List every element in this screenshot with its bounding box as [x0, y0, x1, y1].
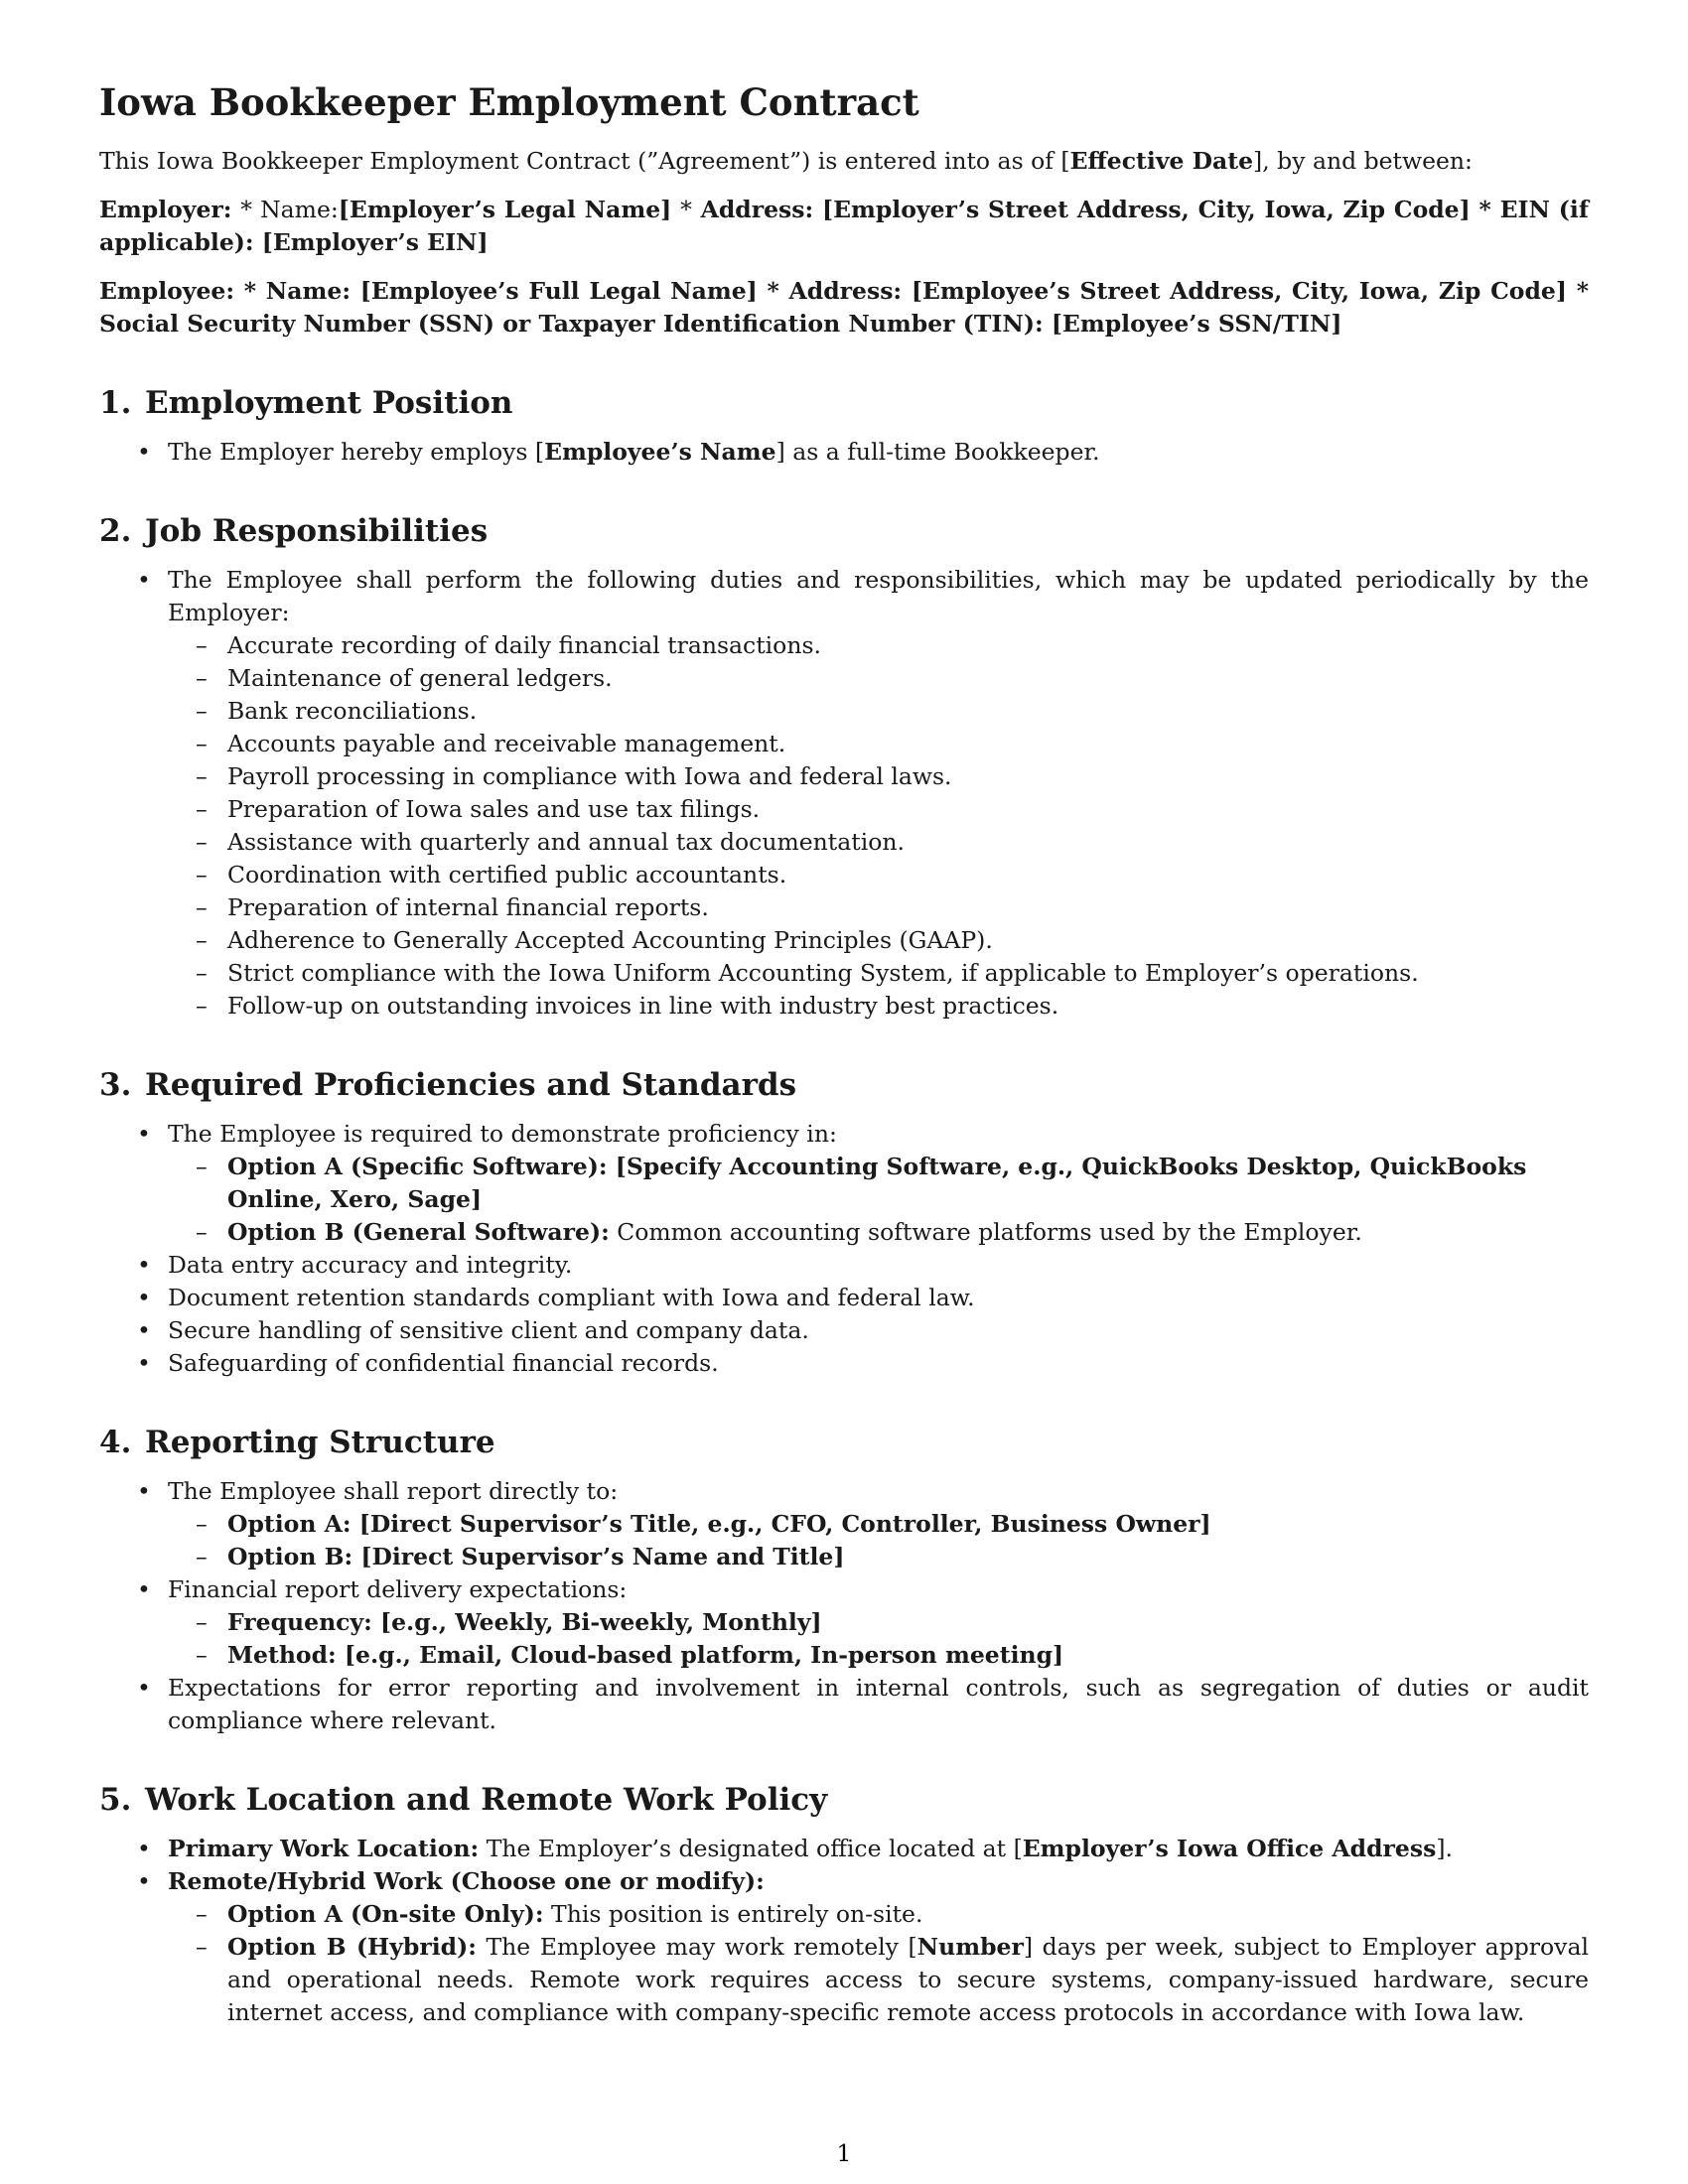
list-item: • The Employer hereby employs [Employee’s Name] as a full-time Bookkeeper. — [99, 436, 1589, 469]
responsibilities-list — [168, 629, 1589, 1023]
list-item: – Option B (Hybrid): The Employee may work remotely [Number] days per week, subject to Employer approval and operational needs. Remote work requires access to secure systems, company-issued hardware, secure internet access, and compliance with company-specific remote access protocols in accordance with Iowa law. — [168, 1931, 1589, 2029]
list-item: • The Employee shall perform the following duties and responsibilities, which may be updated periodically by the Employer: – Accurate recording of daily financial transactions. – Maintenance of general ledgers. – Bank reconciliations. – Accounts payable and receivable management. – Payroll processing in compliance with Iowa and federal laws. – Preparation of Iowa sales and use tax filings. – Assistance with quarterly and annual tax documentation. – Coordination with certified public accountants. – Preparation of internal financial reports. – Adherence to Generally Accepted Accounting Principles (GAAP). – Strict compliance with the Iowa Uniform Accounting System, if applicable to Employer’s operations. – Follow-up on outstanding invoices in line with industry best practices. — [99, 564, 1589, 1023]
list-item: • Remote/Hybrid Work (Choose one or modify): – Option A (On-site Only): This position is entirely on-site. – Option B (Hybrid): The Employee may work remotely [Number] days per week, subject to Employer approval and operational needs. Remote work requires access to secure systems, company-issued hardware, secure internet access, and compliance with company-specific remote access protocols in accordance with Iowa law. — [99, 1865, 1589, 2029]
employee-block: Employee: * Name: [Employee’s Full Legal Name] * Address: [Employee’s Street Address, City, Iowa, Zip Code] * Social Security Number (SSN) or Taxpayer Identification Number (TIN): [Employee’s SSN/TIN] — [99, 277, 1589, 338]
supervisor-options-list — [168, 1508, 1589, 1573]
effective-date-placeholder: Effective Date — [1069, 147, 1254, 175]
list-item: – Frequency: [e.g., Weekly, Bi-weekly, Monthly] — [168, 1606, 1589, 1639]
list-item: • The Employee shall report directly to: – Option A: [Direct Supervisor’s Title, e.g., CFO, Controller, Business Owner] – Option B: [Direct Supervisor’s Name and Title] — [99, 1475, 1589, 1573]
list-item: – Coordination with certified public accountants. — [168, 859, 1589, 891]
section-heading-required-proficiencies: 3. Required Proficiencies and Standards — [99, 1067, 797, 1103]
page-number: 1 — [836, 2139, 852, 2167]
section-heading-employment-position: 1. Employment Position — [99, 385, 513, 421]
list-item: – Adherence to Generally Accepted Accounting Principles (GAAP). — [168, 924, 1589, 957]
list-item: • The Employee is required to demonstrate proficiency in: – Option A (Specific Software): [Specify Accounting Software, e.g., QuickBooks Desktop, QuickBooks Online, Xero, Sage] – Option B (General Software): Common accounting software platforms used by the Employer. — [99, 1118, 1589, 1249]
document-title: Iowa Bookkeeper Employment Contract — [99, 80, 919, 124]
section-2-list — [99, 564, 1589, 1023]
list-item: • Safeguarding of confidential financial records. — [99, 1347, 1589, 1380]
software-placeholder: [Specify Accounting Software, e.g., QuickBooks Desktop, QuickBooks Online, Xero, Sage] — [227, 1153, 1527, 1213]
delivery-expectations-list — [168, 1606, 1589, 1672]
section-4-list — [99, 1475, 1589, 1737]
list-item: – Option B: [Direct Supervisor’s Name and Title] — [168, 1541, 1589, 1573]
list-item: – Accurate recording of daily financial transactions. — [168, 629, 1589, 662]
list-item: • Secure handling of sensitive client and company data. — [99, 1314, 1589, 1347]
section-1-list — [99, 436, 1589, 469]
list-item: – Follow-up on outstanding invoices in line with industry best practices. — [168, 990, 1589, 1023]
employer-name-placeholder: [Employer’s Legal Name] — [338, 196, 672, 223]
section-heading-reporting-structure: 4. Reporting Structure — [99, 1425, 495, 1460]
list-item: – Payroll processing in compliance with Iowa and federal laws. — [168, 760, 1589, 793]
employer-ein-placeholder: [Employer’s EIN] — [261, 228, 489, 256]
list-item: • Data entry accuracy and integrity. — [99, 1249, 1589, 1282]
list-item: • Financial report delivery expectations: – Frequency: [e.g., Weekly, Bi-weekly, Monthly] – Method: [e.g., Email, Cloud-based platform, In-person meeting] — [99, 1573, 1589, 1672]
employer-block: Employer: * Name:[Employer’s Legal Name] * Address: [Employer’s Street Address, City, Iowa, Zip Code] * EIN (if applicable): [Employer’s EIN] — [99, 196, 1589, 256]
list-item: – Method: [e.g., Email, Cloud-based platform, In-person meeting] — [168, 1639, 1589, 1672]
list-item: – Accounts payable and receivable management. — [168, 728, 1589, 760]
list-item: – Option A (Specific Software): [Specify Accounting Software, e.g., QuickBooks Desktop, QuickBooks Online, Xero, Sage] — [168, 1151, 1589, 1216]
office-address-placeholder: Employer’s Iowa Office Address — [1022, 1835, 1437, 1862]
remote-options-list — [168, 1898, 1589, 2029]
section-heading-work-location: 5. Work Location and Remote Work Policy — [99, 1782, 828, 1818]
list-item: – Option B (General Software): Common accounting software platforms used by the Employer. — [168, 1216, 1589, 1249]
employee-name-placeholder: Employee’s Name — [544, 438, 776, 466]
list-item: – Maintenance of general ledgers. — [168, 662, 1589, 695]
section-heading-job-responsibilities: 2. Job Responsibilities — [99, 513, 489, 549]
list-item: – Preparation of Iowa sales and use tax filings. — [168, 793, 1589, 826]
software-options-list — [168, 1151, 1589, 1249]
remote-days-placeholder: Number — [916, 1933, 1024, 1961]
section-3-list — [99, 1118, 1589, 1380]
list-item: • Primary Work Location: The Employer’s designated office located at [Employer’s Iowa Office Address]. — [99, 1833, 1589, 1865]
employee-ssn-placeholder: [Employee’s SSN/TIN] — [1051, 310, 1342, 338]
employee-name-placeholder: [Employee’s Full Legal Name] — [359, 277, 758, 305]
document-page — [99, 77, 1589, 2029]
list-item: – Bank reconciliations. — [168, 695, 1589, 728]
list-item: – Preparation of internal financial reports. — [168, 891, 1589, 924]
list-item: – Option A (On-site Only): This position is entirely on-site. — [168, 1898, 1589, 1931]
employer-address-placeholder: [Employer’s Street Address, City, Iowa, Zip Code] — [821, 196, 1471, 223]
list-item: • Document retention standards compliant with Iowa and federal law. — [99, 1282, 1589, 1314]
list-item: • Expectations for error reporting and involvement in internal controls, such as segregation of duties or audit compliance where relevant. — [99, 1672, 1589, 1737]
list-item: – Strict compliance with the Iowa Uniform Accounting System, if applicable to Employer’s operations. — [168, 957, 1589, 990]
list-item: – Assistance with quarterly and annual tax documentation. — [168, 826, 1589, 859]
intro-paragraph: This Iowa Bookkeeper Employment Contract (”Agreement”) is entered into as of [Effective Date], by and between: — [99, 147, 1473, 175]
employee-address-placeholder: [Employee’s Street Address, City, Iowa, Zip Code] — [911, 277, 1567, 305]
section-5-list — [99, 1833, 1589, 2029]
list-item: – Option A: [Direct Supervisor’s Title, e.g., CFO, Controller, Business Owner] — [168, 1508, 1589, 1541]
